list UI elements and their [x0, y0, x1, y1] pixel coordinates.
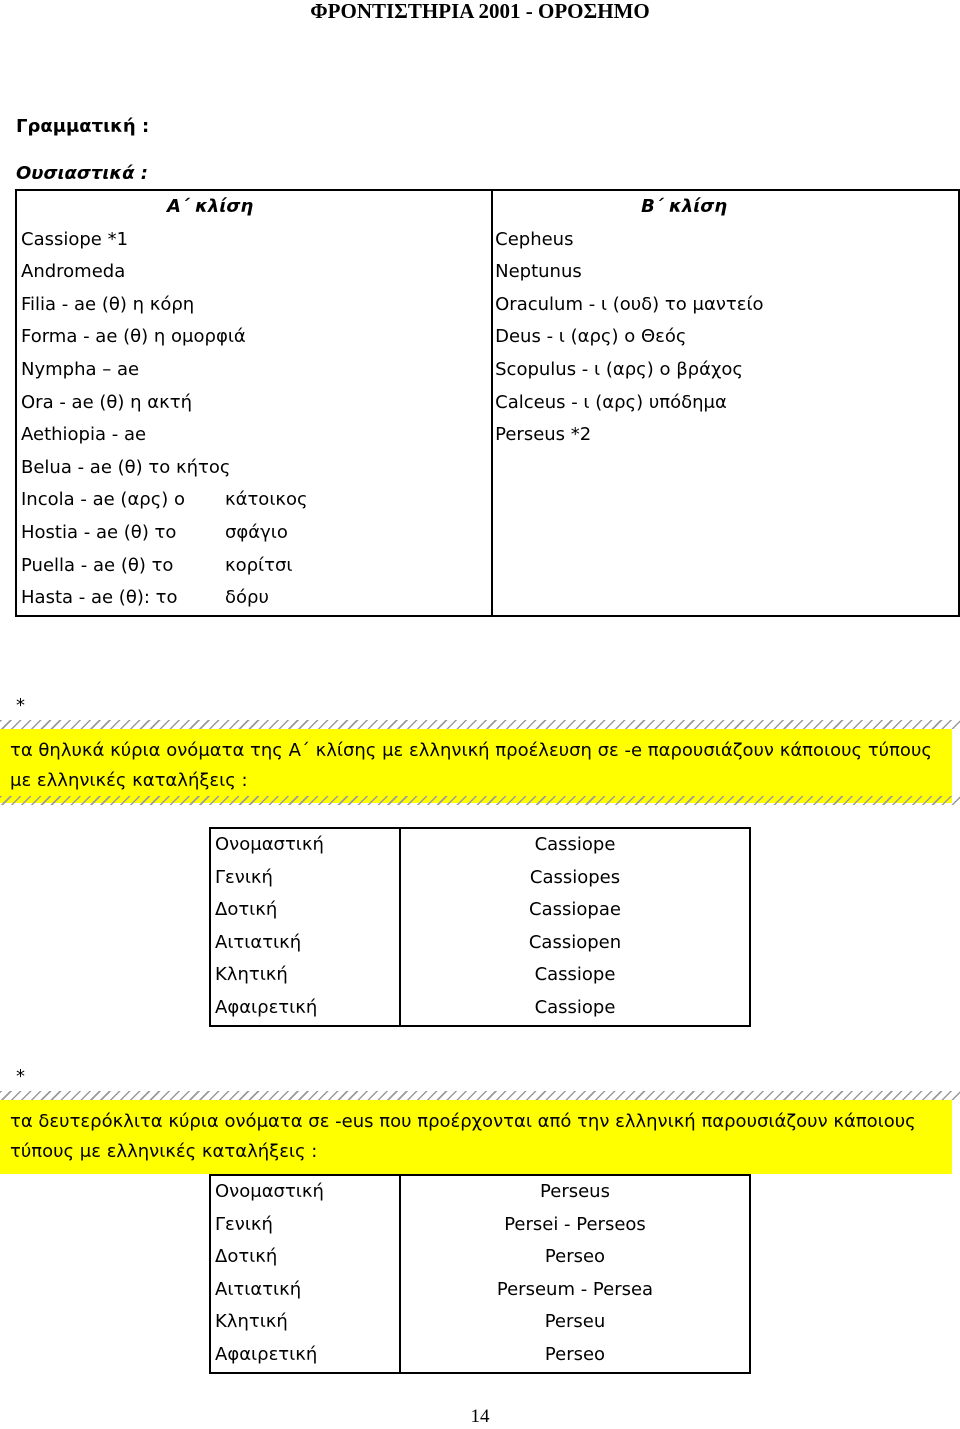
table-row — [16, 419, 959, 452]
case-form: Cassiopen — [400, 927, 750, 960]
hatch-border-top-2 — [0, 1091, 960, 1100]
table-row — [210, 1306, 750, 1339]
table-row — [210, 862, 750, 895]
second-declension-cell: Scopulus - ι (αρς) ο βράχος — [492, 354, 959, 387]
table-row — [16, 354, 959, 387]
hatch-border-bottom-1 — [0, 796, 960, 805]
case-form: Cassiope — [400, 828, 750, 862]
declension-table-cassiope — [209, 827, 751, 1027]
table-row — [16, 321, 959, 354]
noun-entry: Cassiope *1 — [21, 228, 129, 250]
noun-entry: Ora - ae (θ) η ακτή — [21, 391, 192, 413]
second-declension-cell — [492, 550, 959, 583]
second-declension-cell: Cepheus — [492, 224, 959, 257]
noun-meaning: κορίτσι — [225, 554, 293, 576]
col1-header: Α΄ κλίση — [16, 190, 492, 224]
noun-meaning: κάτοικος — [225, 489, 308, 511]
case-form: Perseo — [400, 1339, 750, 1373]
second-declension-cell: Perseus *2 — [492, 419, 959, 452]
nouns-table — [15, 189, 960, 617]
second-declension-cell: Oraculum - ι (ουδ) το μαντείο — [492, 289, 959, 322]
table-row — [16, 387, 959, 420]
table-row — [210, 894, 750, 927]
case-form: Cassiopae — [400, 894, 750, 927]
second-declension-cell — [492, 517, 959, 550]
noun-meaning: δόρυ — [225, 587, 269, 609]
noun-meaning: σφάγιο — [225, 521, 288, 543]
table-row — [16, 289, 959, 322]
first-declension-cell — [16, 321, 492, 354]
noun-entry: Forma - ae (θ) η ομορφιά — [21, 326, 246, 348]
page-header: ΦΡΟΝΤΙΣΤΗΡΙΑ 2001 - ΟΡΟΣΗΜΟ — [310, 0, 650, 23]
first-declension-cell — [16, 452, 492, 485]
noun-entry: Incola - ae (αρς) ο — [21, 489, 186, 511]
table-row — [16, 484, 959, 517]
first-declension-cell — [16, 387, 492, 420]
declension-table-perseus — [209, 1174, 751, 1374]
table-row — [210, 992, 750, 1026]
second-declension-cell — [492, 484, 959, 517]
case-form: Persei - Perseos — [400, 1209, 750, 1242]
table-row — [210, 1274, 750, 1307]
second-declension-cell — [492, 452, 959, 485]
noun-entry: Hostia - ae (θ) το — [21, 521, 177, 543]
first-declension-cell — [16, 484, 492, 517]
table-row — [210, 959, 750, 992]
second-declension-cell: Calceus - ι (αρς) υπόδημα — [492, 387, 959, 420]
table-row — [210, 1175, 750, 1209]
page-number: 14 — [470, 1406, 490, 1427]
noun-entry: Hasta - ae (θ): το — [21, 587, 178, 609]
second-declension-cell: Deus - ι (αρς) ο Θεός — [492, 321, 959, 354]
case-name: Αφαιρετική — [210, 992, 400, 1026]
case-name: Αιτιατική — [210, 1274, 400, 1307]
col2-header: Β΄ κλίση — [492, 190, 959, 224]
case-name: Δοτική — [210, 894, 400, 927]
case-form: Perseus — [400, 1175, 750, 1209]
case-name: Κλητική — [210, 959, 400, 992]
case-form: Perseo — [400, 1241, 750, 1274]
case-form: Perseum - Persea — [400, 1274, 750, 1307]
first-declension-cell — [16, 224, 492, 257]
first-declension-cell — [16, 256, 492, 289]
second-declension-cell — [492, 582, 959, 616]
noun-entry: Filia - ae (θ) η κόρη — [21, 293, 195, 315]
subsection-title: Ουσιαστικά : — [16, 163, 148, 184]
case-name: Γενική — [210, 1209, 400, 1242]
first-declension-cell — [16, 419, 492, 452]
noun-entry: Nympha – ae — [21, 358, 140, 380]
case-name: Αιτιατική — [210, 927, 400, 960]
case-name: Ονομαστική — [210, 828, 400, 862]
noun-entry: Aethiopia - ae — [21, 424, 147, 446]
table-row — [16, 224, 959, 257]
table-row — [16, 517, 959, 550]
section-title: Γραμματική : — [16, 116, 150, 137]
case-form: Cassiope — [400, 959, 750, 992]
table-row — [16, 256, 959, 289]
case-name: Αφαιρετική — [210, 1339, 400, 1373]
nouns-header-row — [16, 190, 959, 224]
noun-entry: Belua - ae (θ) το κήτος — [21, 456, 231, 478]
noun-entry: Puella - ae (θ) το — [21, 554, 174, 576]
hatch-border-top-1 — [0, 720, 960, 729]
table-row — [210, 828, 750, 862]
first-declension-cell — [16, 289, 492, 322]
first-declension-cell — [16, 517, 492, 550]
table-row — [210, 1241, 750, 1274]
note-2: τα δευτερόκλιτα κύρια ονόματα σε -eus που προέρχονται από την ελληνική παρουσιάζουν κάποιους τύπους με ελληνικές καταλήξεις : — [0, 1100, 952, 1174]
table-row — [210, 1209, 750, 1242]
table-row — [16, 582, 959, 616]
case-name: Ονομαστική — [210, 1175, 400, 1209]
table-row — [210, 1339, 750, 1373]
case-name: Κλητική — [210, 1306, 400, 1339]
second-declension-cell: Neptunus — [492, 256, 959, 289]
footnote-star-1: * — [16, 695, 25, 716]
noun-entry: Andromeda — [21, 261, 126, 283]
table-row — [16, 550, 959, 583]
table-row — [210, 927, 750, 960]
note-1: τα θηλυκά κύρια ονόματα της Α΄ κλίσης με ελληνική προέλευση σε -e παρουσιάζουν κάποιους τύπους με ελληνικές καταλήξεις : — [0, 729, 952, 803]
case-name: Δοτική — [210, 1241, 400, 1274]
first-declension-cell — [16, 582, 492, 616]
first-declension-cell — [16, 354, 492, 387]
case-form: Cassiope — [400, 992, 750, 1026]
first-declension-cell — [16, 550, 492, 583]
table-row — [16, 452, 959, 485]
case-form: Cassiopes — [400, 862, 750, 895]
case-form: Perseu — [400, 1306, 750, 1339]
case-name: Γενική — [210, 862, 400, 895]
footnote-star-2: * — [16, 1066, 25, 1087]
